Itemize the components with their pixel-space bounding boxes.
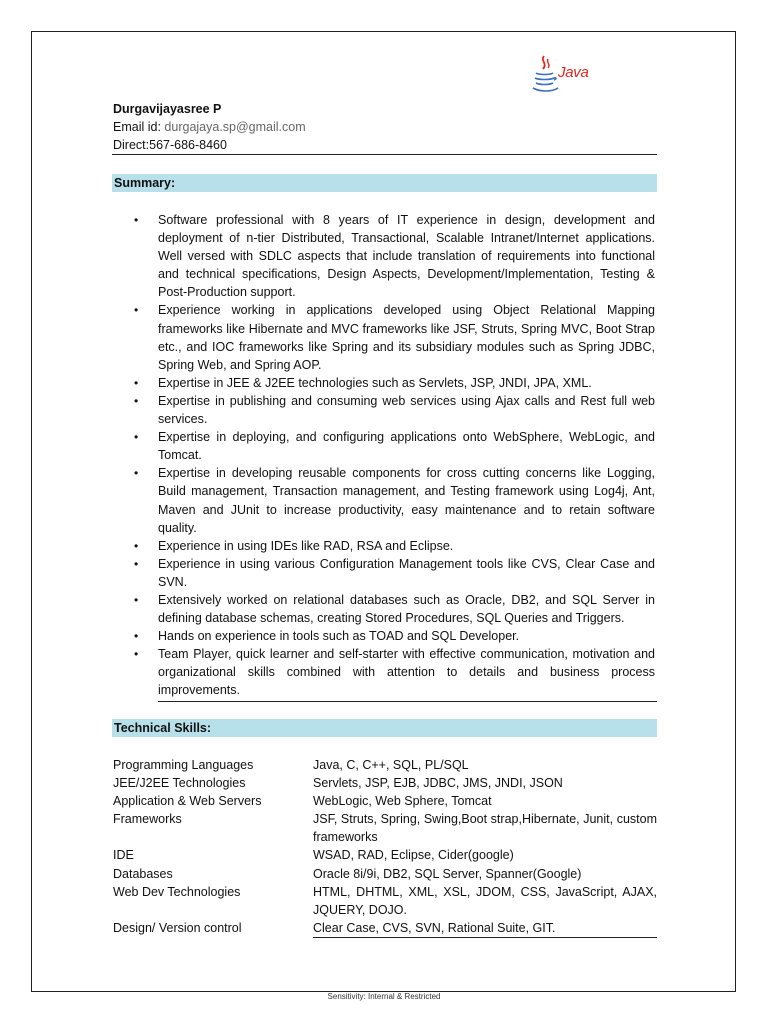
summary-item: • Expertise in JEE & J2EE technologies such as Servlets, JSP, JNDI, JPA, XML.: [158, 374, 655, 392]
skill-label: Application & Web Servers: [113, 794, 262, 809]
skill-label: Web Dev Technologies: [113, 884, 241, 899]
email-line: [113, 118, 306, 136]
summary-item: • Expertise in developing reusable components for cross cutting concerns like Logging, Build management, Transaction management, and Testing framework using Log4j, Ant, Maven and JUnit to increase productivity, easy maintenance and to retain software quality.: [134, 466, 655, 535]
skill-label: JEE/J2EE Technologies: [113, 776, 246, 791]
skill-row: [113, 774, 657, 792]
skill-label: Databases: [113, 866, 173, 881]
skill-row: [113, 846, 657, 864]
bullet-icon: •: [134, 466, 139, 481]
summary-item: • Hands on experience in tools such as TOAD and SQL Developer.: [158, 627, 655, 645]
skill-row: [113, 883, 657, 919]
summary-item: • Expertise in publishing and consuming web services using Ajax calls and Rest full web services.: [134, 393, 655, 427]
skill-value: Clear Case, CVS, SVN, Rational Suite, GIT.: [313, 920, 556, 935]
phone-line: Direct:567-686-8460: [113, 138, 227, 152]
skill-label: Programming Languages: [113, 758, 254, 772]
contact-block: [113, 100, 306, 154]
bullet-icon: •: [134, 393, 139, 408]
skill-row: [113, 756, 657, 774]
email-label: Email id:: [113, 120, 161, 134]
skills-heading: Technical Skills:: [112, 719, 657, 737]
summary-divider: [158, 701, 657, 702]
summary-item: • Experience working in applications developed using Object Relational Mapping frameworks like Hibernate and MVC frameworks like JSF, Struts, Spring MVC, Boot Strap etc., and IOC frameworks like Spring and its subsidiary modules such as Spring JDBC, Spring Web, and Spring AOP.: [134, 303, 655, 372]
skills-divider: [313, 937, 657, 938]
skill-value: Servlets, JSP, EJB, JDBC, JMS, JNDI, JSON: [313, 776, 563, 791]
summary-list: [134, 211, 655, 700]
bullet-icon: •: [134, 430, 139, 445]
bullet-icon: •: [134, 375, 139, 390]
summary-heading: Summary:: [112, 174, 657, 192]
bullet-icon: •: [134, 213, 139, 227]
email-link[interactable]: durgajaya.sp@gmail.com: [164, 120, 306, 134]
skill-value: HTML, DHTML, XML, XSL, JDOM, CSS, JavaScript, AJAX, JQUERY, DOJO.: [313, 884, 657, 917]
skill-row: [113, 919, 657, 937]
summary-item: • Experience in using IDEs like RAD, RSA and Eclipse.: [158, 537, 655, 555]
skill-value: JSF, Struts, Spring, Swing,Boot strap,Hibernate, Junit, custom frameworks: [313, 812, 657, 845]
bullet-icon: •: [134, 629, 139, 644]
summary-item: • Extensively worked on relational databases such as Oracle, DB2, and SQL Server in defining database schemas, creating Stored Procedures, SQL Queries and Triggers.: [134, 592, 655, 626]
java-logo-text: Java: [558, 64, 589, 81]
skill-value: Java, C, C++, SQL, PL/SQL: [313, 758, 469, 772]
summary-item: • Expertise in deploying, and configuring applications onto WebSphere, WebLogic, and Tomcat.: [134, 430, 655, 463]
summary-item: • Team Player, quick learner and self-starter with effective communication, motivation and organizational skills combined with attention to details and business process improvements.: [134, 647, 655, 698]
bullet-icon: •: [134, 592, 139, 607]
candidate-name: Durgavijayasree P: [113, 102, 222, 116]
summary-item: • Experience in using various Configuration Management tools like CVS, Clear Case and SVN.: [134, 556, 655, 589]
skill-value: WebLogic, Web Sphere, Tomcat: [313, 794, 492, 809]
skill-row: [113, 792, 657, 810]
skill-value: Oracle 8i/9i, DB2, SQL Server, Spanner(Google): [313, 866, 582, 881]
header-divider: [112, 154, 657, 155]
bullet-icon: •: [134, 538, 139, 553]
skill-row: [113, 865, 657, 883]
skill-row: [113, 810, 657, 846]
bullet-icon: •: [134, 556, 139, 571]
summary-item: • Software professional with 8 years of IT experience in design, development and deployment of n-tier Distributed, Transactional, Scalable Intranet/Internet applications. Well versed with SDLC aspects that include translation of requirements into functional and technical specifications, Design Aspects, Development/Implementation, Testing & Post-Production support.: [134, 213, 655, 300]
skill-value: WSAD, RAD, Eclipse, Cider(google): [313, 848, 514, 863]
skill-label: Frameworks: [113, 812, 182, 827]
skill-label: Design/ Version control: [113, 920, 242, 935]
sensitivity-footer: Sensitivity: Internal & Restricted: [327, 992, 441, 1001]
skill-label: IDE: [113, 848, 134, 863]
skills-table: [113, 756, 657, 937]
bullet-icon: •: [134, 647, 139, 662]
bullet-icon: •: [134, 303, 139, 318]
